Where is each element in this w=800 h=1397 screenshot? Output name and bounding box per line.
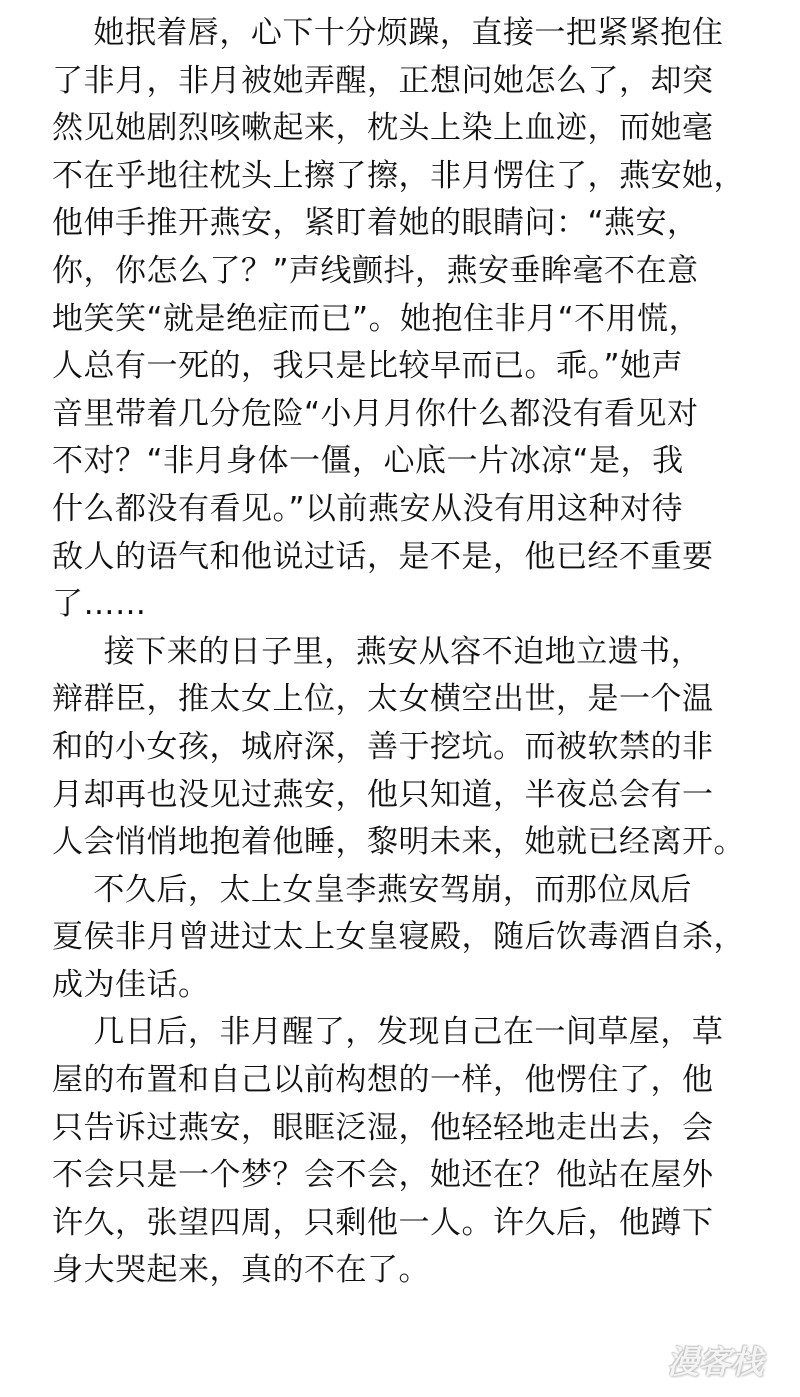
text-line: 然见她剧烈咳嗽起来，枕头上染上血迹，而她毫 [52, 110, 714, 147]
text-line: 月却再也没见过燕安，他只知道，半夜总会有一 [52, 776, 714, 813]
text-line: 身大哭起来，真的不在了。 [52, 1252, 430, 1289]
story-text [52, 10, 772, 1295]
text-line: 只告诉过燕安，眼眶泛湿，他轻轻地走出去，会 [52, 1109, 714, 1146]
text-line: 他伸手推开燕安，紧盯着她的眼睛问：“燕安， [52, 205, 699, 242]
text-line: 地笑笑“就是绝症而已”。她抱住非月“不用慌， [52, 300, 701, 337]
text-line: 成为佳话。 [52, 966, 210, 1003]
text-line: 不会只是一个梦？会不会，她还在？他站在屋外 [52, 1157, 714, 1194]
text-line: 音里带着几分危险“小月月你什么都没有看见对 [52, 395, 699, 432]
text-line: 不在乎地往枕头上擦了擦，非月愣住了，燕安她， [52, 157, 745, 194]
text-line: 夏侯非月曾进过太上女皇寝殿，随后饮毒酒自杀， [52, 919, 745, 956]
text-line: 辩群臣，推太女上位，太女横空出世，是一个温 [52, 681, 714, 718]
text-line: 了非月，非月被她弄醒，正想问她怎么了，却突 [52, 62, 714, 99]
text-line: 不久后，太上女皇李燕安驾崩，而那位凤后 [52, 871, 692, 908]
watermark-logo [640, 1335, 790, 1389]
text-line: 她抿着唇，心下十分烦躁，直接一把紧紧抱住 [52, 15, 724, 51]
text-line: 和的小女孩，城府深，善于挖坑。而被软禁的非 [52, 728, 714, 765]
text-line: 屋的布置和自己以前构想的一样，他愣住了，他 [52, 1062, 714, 1099]
watermark-text: 漫客栈 [666, 1343, 763, 1381]
text-line: 什么都没有看见。”以前燕安从没有用这种对待 [52, 490, 684, 527]
text-line: 不对？“非月身体一僵，心底一片冰凉“是，我 [52, 443, 684, 480]
text-line: 敌人的语气和他说过话，是不是，他已经不重要 [52, 538, 714, 575]
text-line: 你，你怎么了？”声线颤抖，燕安垂眸毫不在意 [52, 252, 699, 289]
text-line: 几日后，非月醒了，发现自己在一间草屋，草 [52, 1014, 724, 1051]
text-line: 了…… [52, 586, 147, 623]
text-line: 人总有一死的，我只是比较早而已。乖。”她声 [52, 348, 684, 385]
text-line: 人会悄悄地抱着他睡，黎明未来，她就已经离开。 [52, 824, 745, 861]
text-line: 许久，张望四周，只剩他一人。许久后，他蹲下 [52, 1204, 714, 1241]
text-line: 接下来的日子里，燕安从容不迫地立遗书， [52, 633, 703, 670]
